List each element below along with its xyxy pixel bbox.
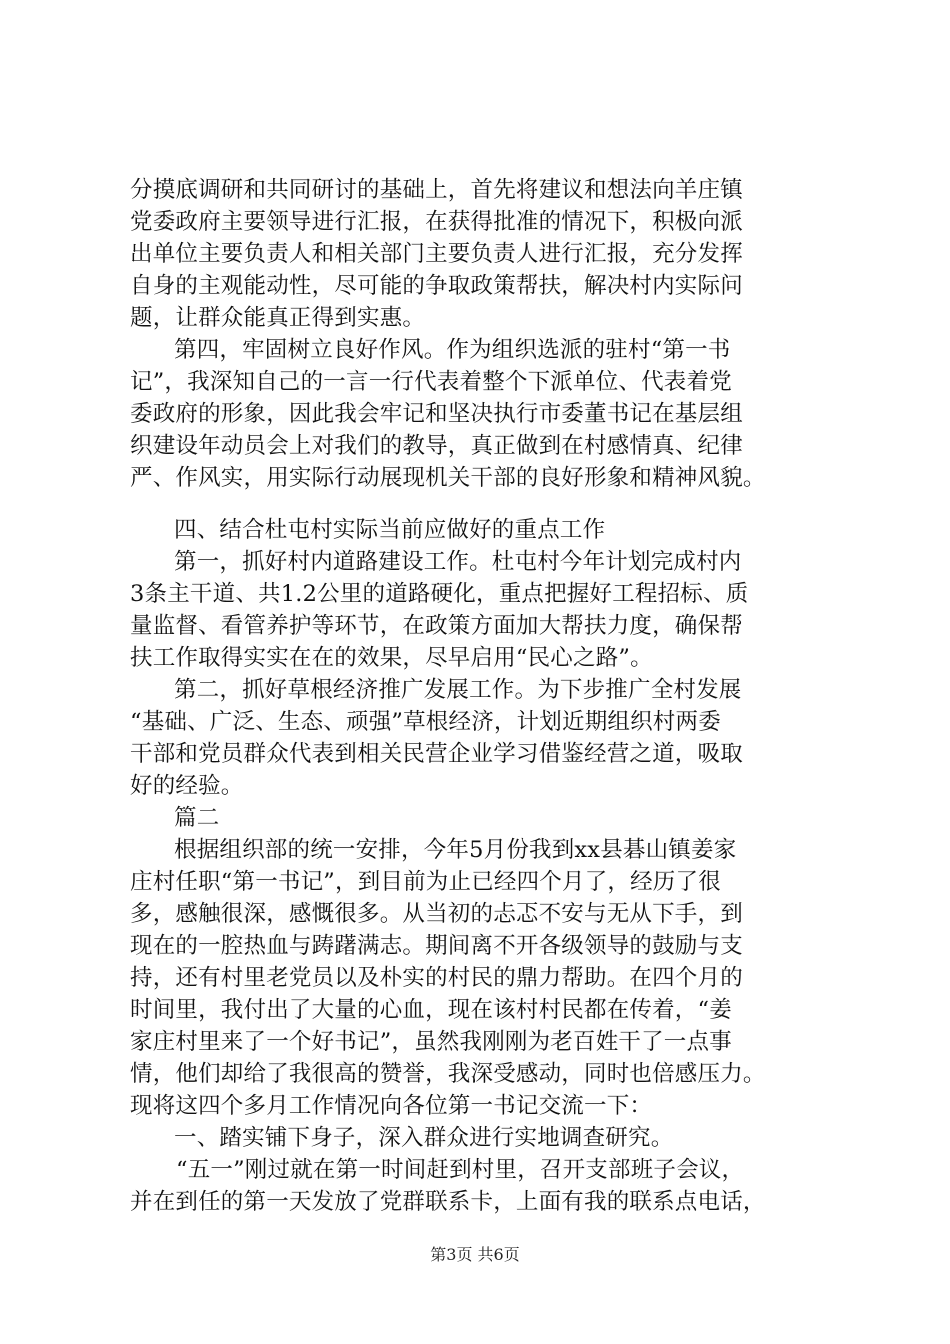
text-line: 多，感触很深，感慨很多。从当初的忐忑不安与无从下手，到 xyxy=(130,901,743,927)
paragraph-gap xyxy=(130,494,850,514)
section-heading: 四、结合杜屯村实际当前应做好的重点工作 xyxy=(174,517,606,543)
page-number-footer: 第3页 共6页 xyxy=(430,1245,520,1264)
text-line: 庄村任职“第一书记”，到目前为止已经四个月了，经历了很 xyxy=(130,869,721,895)
text-line: 量监督、看管养护等环节，在政策方面加大帮扶力度，确保帮 xyxy=(130,613,743,639)
text-line: 扶工作取得实实在在的效果，尽早启用“民心之路”。 xyxy=(130,645,653,671)
section-heading: 一、踏实铺下身子，深入群众进行实地调查研究。 xyxy=(174,1125,674,1151)
text-line: 第二，抓好草根经济推广发展工作。为下步推广全村发展 xyxy=(174,677,742,703)
text-line: 根据组织部的统一安排，今年5月份我到xx县碁山镇姜家 xyxy=(174,837,737,863)
text-line: 持，还有村里老党员以及朴实的村民的鼎力帮助。在四个月的 xyxy=(130,965,743,991)
text-line: 题，让群众能真正得到实惠。 xyxy=(130,305,426,331)
text-line: 干部和党员群众代表到相关民营企业学习借鉴经营之道，吸取 xyxy=(130,741,743,767)
text-line: 时间里，我付出了大量的心血，现在该村村民都在传着，“姜 xyxy=(130,997,732,1023)
section-heading: 篇二 xyxy=(174,805,220,831)
text-line: 党委政府主要领导进行汇报，在获得批准的情况下，积极向派 xyxy=(130,209,743,235)
text-line: 现在的一腔热血与踌躇满志。期间离不开各级领导的鼓励与支 xyxy=(130,933,743,959)
text-line: 委政府的形象，因此我会牢记和坚决执行市委董书记在基层组 xyxy=(130,401,743,427)
text-line: 第四，牢固树立良好作风。作为组织选派的驻村“第一书 xyxy=(174,337,731,363)
text-line: 自身的主观能动性，尽可能的争取政策帮扶，解决村内实际问 xyxy=(130,273,743,299)
text-line: 记”，我深知自己的一言一行代表着整个下派单位、代表着党 xyxy=(130,369,732,395)
text-line: 第一，抓好村内道路建设工作。杜屯村今年计划完成村内 xyxy=(174,549,742,575)
text-line: 严、作风实，用实际行动展现机关干部的良好形象和精神风貌。 xyxy=(130,465,766,491)
text-line: 好的经验。 xyxy=(130,773,244,799)
text-line: “基础、广泛、生态、顽强”草根经济，计划近期组织村两委 xyxy=(130,709,721,735)
document-body xyxy=(130,174,850,1218)
text-line: “五一”刚过就在第一时间赶到村里，召开支部班子会议， xyxy=(176,1157,745,1183)
text-line: 3条主干道、共1.2公里的道路硬化，重点把握好工程招标、质 xyxy=(130,581,749,607)
text-line: 情，他们却给了我很高的赞誉，我深受感动，同时也倍感压力。 xyxy=(130,1061,766,1087)
text-line: 并在到任的第一天发放了党群联系卡，上面有我的联系点电话， xyxy=(130,1189,766,1215)
text-line: 出单位主要负责人和相关部门主要负责人进行汇报，充分发挥 xyxy=(130,241,743,267)
text-line: 家庄村里来了一个好书记”，虽然我刚刚为老百姓干了一点事 xyxy=(130,1029,732,1055)
text-line: 织建设年动员会上对我们的教导，真正做到在村感情真、纪律 xyxy=(130,433,743,459)
text-line: 现将这四个多月工作情况向各位第一书记交流一下： xyxy=(130,1093,653,1119)
text-line: 分摸底调研和共同研讨的基础上，首先将建议和想法向羊庄镇 xyxy=(130,177,743,203)
